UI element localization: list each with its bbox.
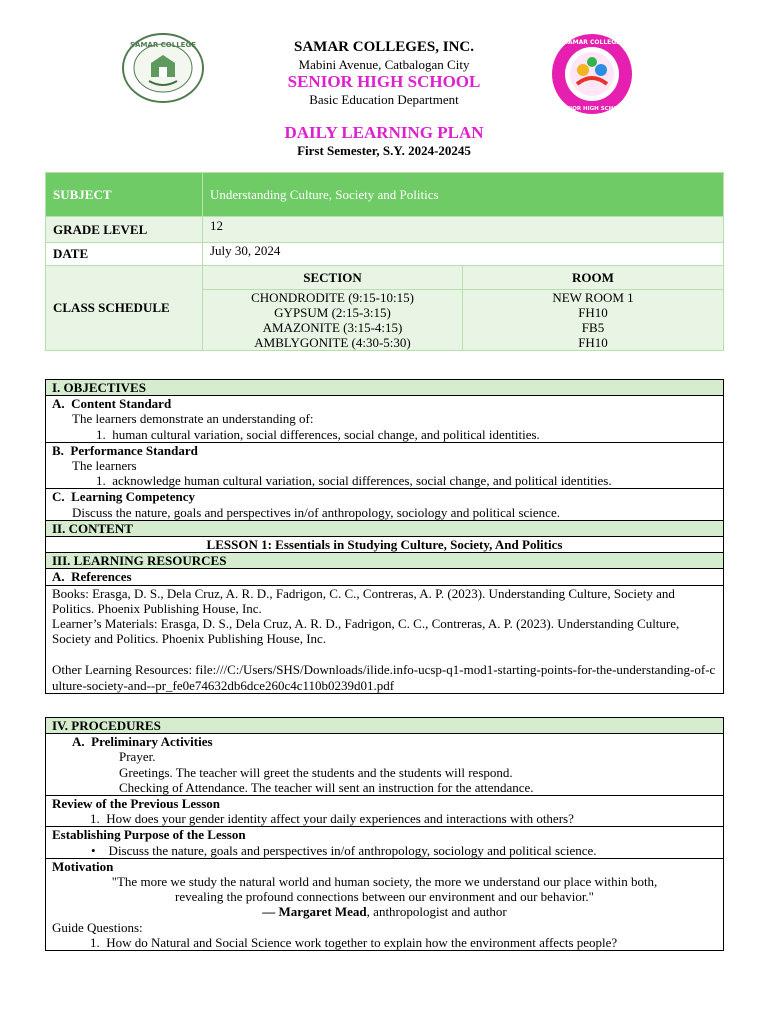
section-item: AMAZONITE (3:15-4:15) [262, 320, 403, 335]
review-item: 1. How does your gender identity affect your daily experiences and interactions with others? [90, 811, 574, 827]
performance-standard-intro: The learners [72, 458, 137, 474]
procedures-heading: IV. PROCEDURES [46, 718, 723, 733]
room-item: NEW ROOM 1 [552, 290, 634, 305]
learning-competency-section [46, 488, 723, 519]
svg-text:SAMAR COLLEGE: SAMAR COLLEGE [563, 39, 621, 46]
section-item: GYPSUM (2:15-3:15) [274, 305, 391, 320]
prayer-text: Prayer. [119, 749, 156, 765]
lesson-title: LESSON 1: Essentials in Studying Culture, Society, And Politics [46, 536, 723, 552]
subject-label: SUBJECT [46, 173, 203, 217]
school-name: SAMAR COLLEGES, INC. [293, 39, 475, 55]
date-value: July 30, 2024 [203, 243, 724, 266]
section-item: CHONDRODITE (9:15-10:15) [251, 290, 414, 305]
content-standard-item: 1. human cultural variation, social differences, social change, and political identities. [96, 426, 540, 442]
other-resources-reference: Other Learning Resources: file:///C:/Users/SHS/Downloads/ilide.info-ucsp-q1-mod1-starting-points-for-the-understanding-of-culture-society-and--pr_fe0e74632db6dce260c4c110b0239d01.pdf [52, 662, 716, 693]
subject-value: Understanding Culture, Society and Politics [203, 173, 724, 217]
room-header: ROOM [463, 266, 724, 290]
grade-label: GRADE LEVEL [46, 217, 203, 243]
procedures-box [45, 717, 724, 951]
date-row [46, 243, 724, 266]
semester-label: First Semester, S.Y. 2024-20245 [297, 143, 471, 158]
senior-high-school-title: SENIOR HIGH SCHOOL [287, 72, 481, 91]
grade-value: 12 [203, 217, 724, 243]
section-list [203, 290, 463, 351]
quote-line-1: "The more we study the natural world and human society, the more we understand our place within both, [111, 874, 658, 890]
references-section [46, 568, 723, 584]
preliminary-activities-label: A. Preliminary Activities [72, 734, 213, 750]
greetings-text: Greetings. The teacher will greet the students and the students will respond. [119, 764, 513, 780]
quote-attribution [46, 904, 723, 919]
content-standard-intro: The learners demonstrate an understanding of: [72, 411, 314, 427]
objectives-heading: I. OBJECTIVES [46, 380, 723, 395]
review-section [46, 795, 723, 826]
performance-standard-item: 1. acknowledge human cultural variation, social differences, social change, and political identities. [96, 473, 612, 489]
section-item: AMBLYGONITE (4:30-5:30) [254, 335, 411, 350]
room-item: FB5 [581, 320, 605, 335]
quote-role: , anthropologist and author [366, 904, 507, 920]
books-reference: Books: Erasga, D. S., Dela Cruz, A. R. D., Fadrigon, C. C., Contreras, A. P. (2023). Understanding Culture, Society and Politics. Phoenix Publishing House, Inc. [52, 585, 675, 616]
room-list [463, 290, 724, 351]
guide-question-item: 1. How do Natural and Social Science work together to explain how the environment affects people? [90, 934, 618, 950]
content-standard-section [46, 395, 723, 442]
subject-info-table [45, 172, 724, 351]
references-label: A. References [52, 569, 132, 585]
guide-questions-label: Guide Questions: [52, 919, 143, 935]
room-item: FH10 [578, 335, 608, 350]
content-heading: II. CONTENT [46, 520, 723, 536]
review-label: Review of the Previous Lesson [52, 796, 221, 812]
references-body [46, 585, 723, 693]
plan-title: DAILY LEARNING PLAN [284, 123, 484, 142]
room-item: FH10 [578, 305, 608, 320]
objectives-box [45, 379, 724, 694]
motivation-section [46, 858, 723, 950]
department-name: Basic Education Department [309, 92, 459, 107]
section-header: SECTION [203, 266, 463, 290]
grade-row [46, 217, 724, 243]
motivation-label: Motivation [52, 858, 114, 874]
learning-competency-text: Discuss the nature, goals and perspectives in/of anthropology, sociology and political science. [72, 504, 560, 520]
purpose-label: Establishing Purpose of the Lesson [52, 827, 246, 843]
class-schedule-label: CLASS SCHEDULE [46, 266, 203, 351]
school-address: Mabini Avenue, Catbalogan City [298, 57, 470, 72]
attendance-text: Checking of Attendance. The teacher will sent an instruction for the attendance. [119, 779, 534, 795]
content-standard-label: A. Content Standard [52, 396, 172, 412]
learning-resources-heading: III. LEARNING RESOURCES [46, 552, 723, 568]
quote-line-2: revealing the profound connections between our environment and our behavior." [174, 889, 594, 905]
svg-text:SAMAR COLLEGE: SAMAR COLLEGE [130, 41, 196, 49]
preliminary-activities-section [46, 733, 723, 795]
learning-competency-label: C. Learning Competency [52, 489, 195, 505]
learners-materials-reference: Learner’s Materials: Erasga, D. S., Dela Cruz, A. R. D., Fadrigon, C. C., Contreras, A. P. (2023). Understanding Culture, Society and Politics. Phoenix Publishing House, Inc. [52, 616, 680, 647]
schedule-header-row [46, 266, 724, 290]
purpose-item: • Discuss the nature, goals and perspectives in/of anthropology, sociology and political science. [91, 842, 597, 858]
purpose-section [46, 826, 723, 857]
performance-standard-section [46, 442, 723, 489]
svg-text:SENIOR HIGH SCHOOL: SENIOR HIGH SCHOOL [557, 106, 627, 112]
date-label: DATE [46, 243, 203, 266]
quote-author: — Margaret Mead [262, 904, 367, 920]
subject-row [46, 173, 724, 217]
performance-standard-label: B. Performance Standard [52, 442, 198, 458]
